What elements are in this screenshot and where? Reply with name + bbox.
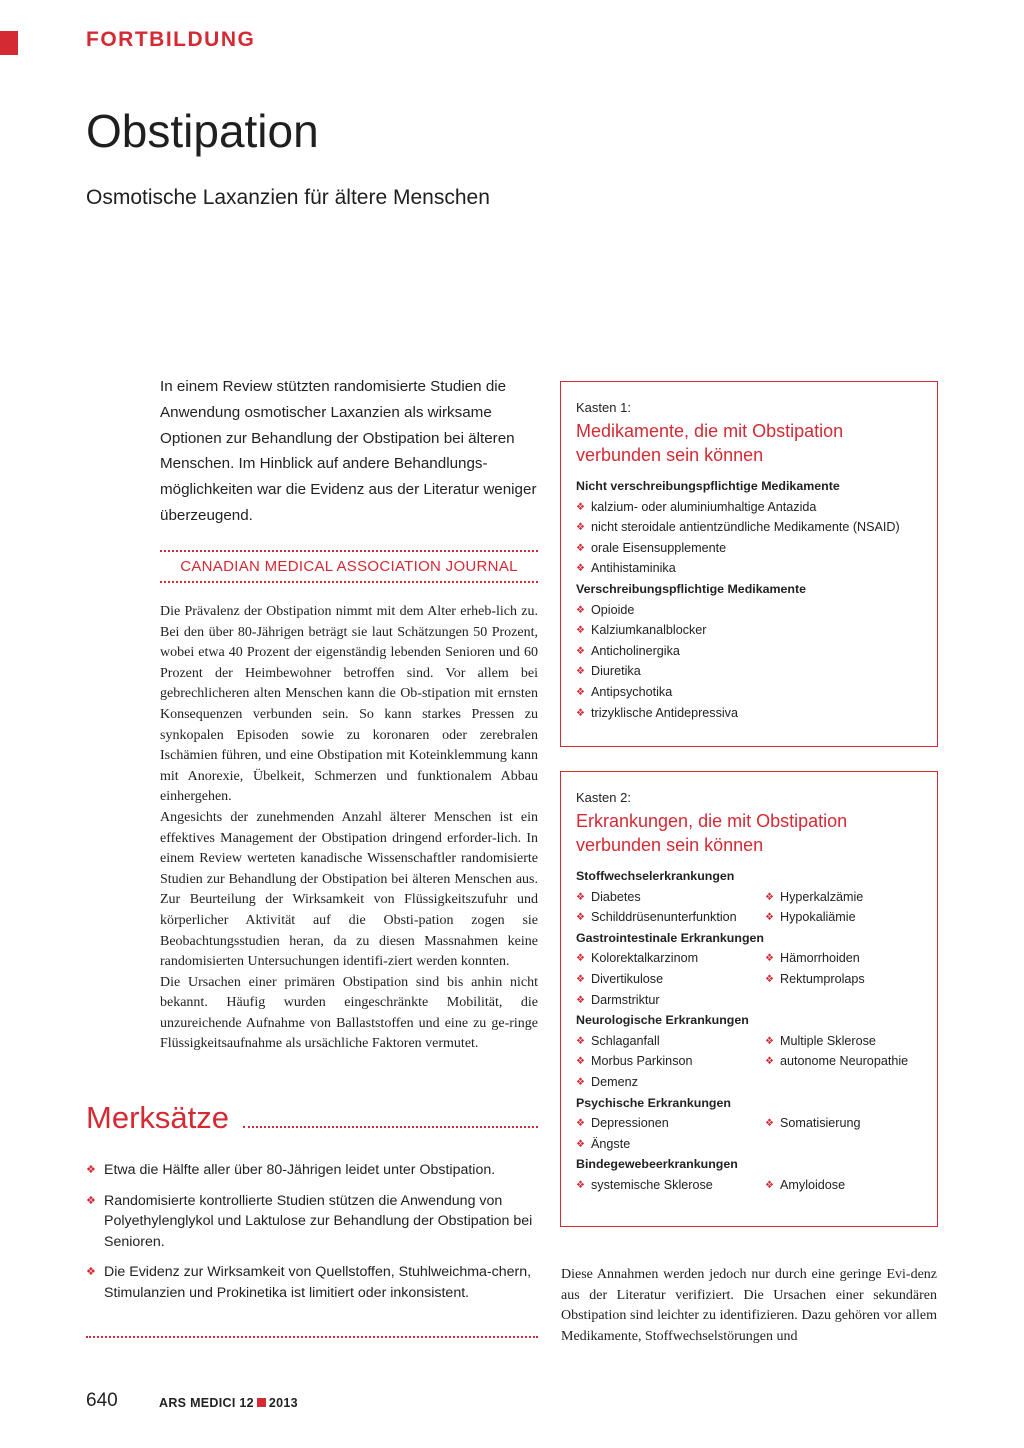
- list-item: ❖ trizyklische Antidepressiva: [576, 703, 926, 724]
- list-item: ❖ Demenz: [576, 1072, 765, 1093]
- box-content: [576, 866, 926, 1196]
- list-item: ❖ Hämorrhoiden: [765, 948, 926, 969]
- divider: [160, 581, 538, 583]
- list-item: ❖ Hyperkalzämie: [765, 887, 926, 908]
- diamond-bullet-icon: ❖: [765, 953, 774, 965]
- journal-name: ARS MEDICI 12: [159, 1396, 254, 1410]
- list-item: ❖ Diabetes: [576, 887, 765, 908]
- category-heading: Nicht verschreibungspflichtige Medikamente: [576, 479, 840, 493]
- list-item: ❖ autonome Neuropathie: [765, 1051, 926, 1072]
- list-item: ❖ Somatisierung: [765, 1113, 926, 1134]
- divider: [243, 1126, 538, 1128]
- divider: [86, 1336, 538, 1338]
- list-item: ❖ Diuretika: [576, 661, 926, 682]
- category-heading: Neurologische Erkrankungen: [576, 1013, 749, 1028]
- diamond-bullet-icon: ❖: [765, 1118, 774, 1130]
- divider: [160, 550, 538, 552]
- diamond-bullet-icon: ❖: [576, 1118, 585, 1130]
- list-item: ❖ Etwa die Hälfte aller über 80-Jährigen leidet unter Obstipation.: [86, 1160, 538, 1181]
- list-item: ❖ Antipsychotika: [576, 682, 926, 703]
- diamond-bullet-icon: ❖: [576, 994, 585, 1006]
- diamond-bullet-icon: ❖: [576, 891, 585, 903]
- diamond-bullet-icon: ❖: [86, 1164, 96, 1176]
- box-title: Erkrankungen, die mit Obstipation verbunden sein können: [576, 811, 848, 855]
- list-item: ❖ Darmstriktur: [576, 990, 765, 1011]
- item-grid: [576, 1031, 926, 1093]
- list-item: ❖ Randomisierte kontrollierte Studien stützen die Anwendung von Polyethylenglykol und Laktulose zur Behandlung der Obstipation bei Senioren.: [86, 1192, 533, 1250]
- body-paragraph: Die Ursachen einer primären Obstipation sind bis anhin nicht bekannt. Häufig wurden eingeschränkte Mobilität, die unzureichende Aufnahme von Ballaststoffen und eine zu ge-ringe Flüssigkeitsaufnahme als ursächliche Faktoren vermutet.: [160, 974, 538, 1052]
- list-item: ❖ Morbus Parkinson: [576, 1051, 765, 1072]
- diamond-bullet-icon: ❖: [576, 563, 585, 575]
- list-item: ❖ Divertikulose: [576, 969, 765, 990]
- merksaetze-title: Merksätze: [86, 1100, 229, 1135]
- diamond-bullet-icon: ❖: [576, 953, 585, 965]
- list-item: ❖ Anticholinergika: [576, 641, 926, 662]
- box-label: Kasten 1:: [576, 400, 631, 415]
- body-paragraph: Die Prävalenz der Obstipation nimmt mit dem Alter erheb-lich zu. Bei den über 80-Jährigen beträgt sie laut Schätzungen 50 Prozent, wobei etwa 40 Prozent der eigenständig lebenden Senioren und 60 Prozent der Heimbewohner betroffen sind. Vor allem bei gebrechlicheren alten Menschen kann die Ob-stipation mit ernsten Konsequenzen verbunden sein. So kann starkes Pressen zu synkopalen Episoden sowie zu koronaren oder zerebralen Ischämien führen, und eine Obstipation mit Koteinklemmung kann mit Anorexie, Übelkeit, Schmerzen und funktionalem Abbau einhergehen.: [160, 604, 538, 805]
- body-paragraph: Angesichts der zunehmenden Anzahl älterer Menschen ist ein effektives Management der Obstipation dringend erforder-lich. In einem Review werteten kanadische Wissenschaftler randomisierte Studien zur Behandlung der Obstipation bei älteren Menschen aus. Zur Beurteilung der Wirksamkeit von Flüssigkeitszufuhr und körperlicher Aktivität auf die Obsti-pation zogen sie Beobachtungsstudien heran, da zu diesen Massnahmen keine randomisierten Untersuchungen identifi-ziert werden konnten.: [160, 809, 538, 970]
- diamond-bullet-icon: ❖: [576, 666, 585, 678]
- item-grid: [576, 948, 926, 1010]
- section-marker: [0, 31, 18, 55]
- diamond-bullet-icon: ❖: [765, 912, 774, 924]
- box-label: Kasten 2:: [576, 790, 631, 805]
- list-item: ❖ kalzium- oder aluminiumhaltige Antazida: [576, 497, 926, 518]
- section-label: FORTBILDUNG: [86, 28, 256, 51]
- journal-footer: [159, 1396, 298, 1410]
- info-box-medications: [560, 381, 938, 747]
- source-label: CANADIAN MEDICAL ASSOCIATION JOURNAL: [180, 558, 518, 575]
- diamond-bullet-icon: ❖: [86, 1266, 96, 1279]
- body-paragraph: Diese Annahmen werden jedoch nur durch eine geringe Evi-denz aus der Literatur verifiziert. Die Ursachen einer sekundären Obstipation sind leichter zu identifizieren. Dazu gehören vor allem Medikamente, Stoffwechselstörungen und: [561, 1267, 937, 1344]
- list-item: ❖ Schilddrüsenunterfunktion: [576, 907, 765, 928]
- list-item: ❖ Depressionen: [576, 1113, 765, 1134]
- box-title: Medikamente, die mit Obstipation verbunden sein können: [576, 421, 844, 465]
- list-item: ❖ Kolorektalkarzinom: [576, 948, 765, 969]
- list-item: ❖ Rektumprolaps: [765, 969, 926, 990]
- list-item: ❖ Kalziumkanalblocker: [576, 620, 926, 641]
- diamond-bullet-icon: ❖: [576, 604, 585, 616]
- category-heading: Bindegewebeerkrankungen: [576, 1157, 738, 1172]
- category-heading: Verschreibungspflichtige Medikamente: [576, 581, 806, 596]
- item-grid: [576, 887, 926, 928]
- diamond-bullet-icon: ❖: [576, 1138, 585, 1150]
- diamond-bullet-icon: ❖: [576, 1076, 585, 1088]
- diamond-bullet-icon: ❖: [576, 686, 585, 698]
- list-item: ❖ Opioide: [576, 600, 926, 621]
- diamond-bullet-icon: ❖: [576, 1179, 585, 1191]
- diamond-bullet-icon: ❖: [576, 1056, 585, 1068]
- list-item: ❖ Hypokaliämie: [765, 907, 926, 928]
- list-item: ❖ Ängste: [576, 1134, 765, 1155]
- diamond-bullet-icon: ❖: [765, 1035, 774, 1047]
- list-item: ❖ orale Eisensupplemente: [576, 538, 926, 559]
- list-item: ❖ systemische Sklerose: [576, 1175, 765, 1196]
- body-text-right: [561, 1265, 937, 1347]
- diamond-bullet-icon: ❖: [576, 542, 585, 554]
- list-item: ❖ Amyloidose: [765, 1175, 926, 1196]
- diamond-bullet-icon: ❖: [576, 522, 585, 534]
- list-item: ❖ Antihistaminika: [576, 558, 926, 579]
- diamond-bullet-icon: ❖: [86, 1194, 96, 1207]
- diamond-bullet-icon: ❖: [576, 973, 585, 985]
- box-content: [576, 476, 926, 723]
- diamond-bullet-icon: ❖: [576, 501, 585, 513]
- diamond-bullet-icon: ❖: [576, 707, 585, 719]
- square-icon: [257, 1398, 266, 1407]
- body-text-left: [160, 602, 538, 1055]
- merksaetze-list: [86, 1160, 538, 1314]
- lead-paragraph: In einem Review stützten randomisierte Studien die Anwendung osmotischer Laxanzien als wirksame Optionen zur Behandlung der Obstipation bei älteren Menschen. Im Hinblick auf andere Behandlungs-möglichkeiten war die Evidenz aus der Literatur weniger überzeugend.: [160, 378, 537, 524]
- diamond-bullet-icon: ❖: [576, 1035, 585, 1047]
- diamond-bullet-icon: ❖: [765, 1056, 774, 1068]
- list-item: ❖ nicht steroidale antientzündliche Medikamente (NSAID): [576, 517, 926, 538]
- diamond-bullet-icon: ❖: [765, 973, 774, 985]
- item-grid: [576, 1175, 926, 1196]
- list-item: ❖ Multiple Sklerose: [765, 1031, 926, 1052]
- journal-year: 2013: [268, 1396, 298, 1410]
- list-item: ❖ Die Evidenz zur Wirksamkeit von Quellstoffen, Stuhlweichma-chern, Stimulanzien und Prokinetika ist limitiert oder inkonsistent.: [86, 1264, 532, 1301]
- item-grid: [576, 1113, 926, 1154]
- category-heading: Gastrointestinale Erkrankungen: [576, 930, 764, 945]
- article-subtitle: Osmotische Laxanzien für ältere Menschen: [86, 186, 490, 209]
- info-box-diseases: [560, 771, 938, 1227]
- diamond-bullet-icon: ❖: [576, 912, 585, 924]
- diamond-bullet-icon: ❖: [765, 891, 774, 903]
- article-title: Obstipation: [86, 105, 319, 157]
- page-number: 640: [86, 1390, 118, 1411]
- diamond-bullet-icon: ❖: [576, 625, 585, 637]
- diamond-bullet-icon: ❖: [765, 1179, 774, 1191]
- diamond-bullet-icon: ❖: [576, 645, 585, 657]
- category-heading: Stoffwechselerkrankungen: [576, 869, 735, 883]
- list-item: ❖ Schlaganfall: [576, 1031, 765, 1052]
- category-heading: Psychische Erkrankungen: [576, 1095, 731, 1110]
